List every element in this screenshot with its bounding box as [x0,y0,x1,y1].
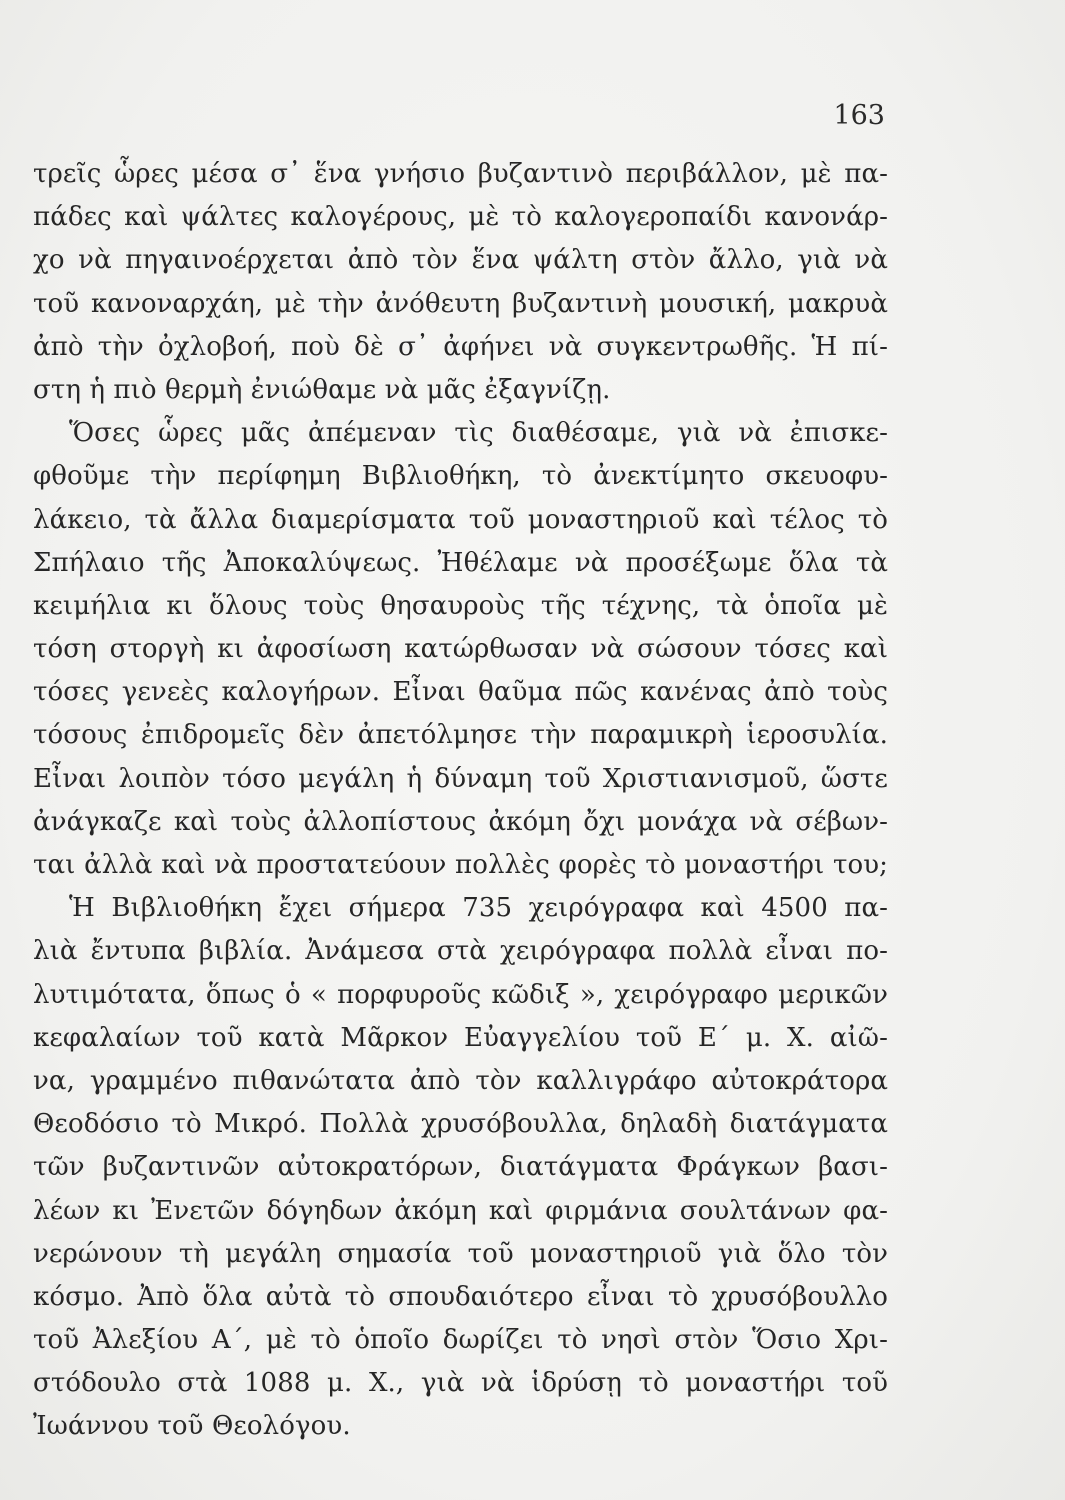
text-line: στη ἡ πιὸ θερμὴ ἐνιώθαμε νὰ μᾶς ἐξαγνίζῃ. [33,374,611,405]
text-line: Ἰωάννου τοῦ Θεολόγου. [33,1411,351,1442]
text-line: τόσες γενεὲς καλογήρων. Εἶναι θαῦμα πῶς κανένας ἀπὸ τοὺς [33,677,888,708]
text-line: φθοῦμε τὴν περίφημη Βιβλιοθήκη, τὸ ἀνεκτίμητο σκευοφυ- [33,461,888,492]
text-line: τοῦ Ἀλεξίου Α΄, μὲ τὸ ὁποῖο δωρίζει τὸ νησὶ στὸν Ὅσιο Χρι- [33,1325,888,1356]
text-line: τόσους ἐπιδρομεῖς δὲν ἀπετόλμησε τὴν παραμικρὴ ἱεροσυλία. [33,720,888,751]
text-line: λέων κι Ἐνετῶν δόγηδων ἀκόμη καὶ φιρμάνια σουλτάνων φα- [33,1195,888,1226]
text-line: στόδουλο στὰ 1088 μ. Χ., γιὰ νὰ ἱδρύσῃ τὸ μοναστήρι τοῦ [33,1368,888,1399]
text-line: Ἡ Βιβλιοθήκη ἔχει σήμερα 735 χειρόγραφα καὶ 4500 πα- [69,893,888,924]
body-text [33,153,888,1449]
text-line: κεφαλαίων τοῦ κατὰ Μᾶρκον Εὐαγγελίου τοῦ Ε΄ μ. Χ. αἰῶ- [33,1022,888,1053]
text-line: λάκειο, τὰ ἄλλα διαμερίσματα τοῦ μοναστηριοῦ καὶ τέλος τὸ [33,504,888,535]
text-line: ἀνάγκαζε καὶ τοὺς ἀλλοπίστους ἀκόμη ὄχι μονάχα νὰ σέβων- [33,806,888,837]
text-line: να, γραμμένο πιθανώτατα ἀπὸ τὸν καλλιγράφο αὐτοκράτορα [33,1065,888,1096]
text-line: πάδες καὶ ψάλτες καλογέρους, μὲ τὸ καλογεροπαίδι κανονάρ- [33,202,888,233]
text-line: τοῦ κανοναρχάη, μὲ τὴν ἀνόθευτη βυζαντινὴ μουσική, μακρυὰ [33,288,888,319]
text-line: κειμήλια κι ὅλους τοὺς θησαυροὺς τῆς τέχνης, τὰ ὁποῖα μὲ [33,590,888,621]
text-line: λυτιμότατα, ὅπως ὁ « πορφυροῦς κῶδιξ », χειρόγραφο μερικῶν [33,979,888,1010]
text-line: λιὰ ἔντυπα βιβλία. Ἀνάμεσα στὰ χειρόγραφα πολλὰ εἶναι πο- [33,936,888,967]
text-line: τρεῖς ὧρες μέσα σ᾿ ἕνα γνήσιο βυζαντινὸ περιβάλλον, μὲ πα- [33,159,888,189]
text-line: Σπήλαιο τῆς Ἀποκαλύψεως. Ἠθέλαμε νὰ προσέξωμε ὅλα τὰ [33,547,888,578]
text-line: Εἶναι λοιπὸν τόσο μεγάλη ἡ δύναμη τοῦ Χριστιανισμοῦ, ὥστε [33,763,888,794]
text-line: ἀπὸ τὴν ὀχλοβοή, ποὺ δὲ σ᾿ ἀφήνει νὰ συγκεντρωθῆς. Ἡ πί- [33,331,888,362]
page-number: 163 [833,100,885,131]
text-line: τόση στοργὴ κι ἀφοσίωση κατώρθωσαν νὰ σώσουν τόσες καὶ [33,634,888,665]
text-line: κόσμο. Ἀπὸ ὅλα αὐτὰ τὸ σπουδαιότερο εἶναι τὸ χρυσόβουλλο [33,1281,888,1312]
text-line: νερώνουν τὴ μεγάλη σημασία τοῦ μοναστηριοῦ γιὰ ὅλο τὸν [33,1238,888,1269]
text-line: τῶν βυζαντινῶν αὐτοκρατόρων, διατάγματα Φράγκων βασι- [33,1152,888,1183]
text-line: χο νὰ πηγαινοέρχεται ἀπὸ τὸν ἕνα ψάλτη στὸν ἄλλο, γιὰ νὰ [33,245,888,276]
text-line: Ὅσες ὧρες μᾶς ἀπέμεναν τὶς διαθέσαμε, γιὰ νὰ ἐπισκε- [69,418,888,449]
text-line: ται ἀλλὰ καὶ νὰ προστατεύουν πολλὲς φορὲς τὸ μοναστήρι του; [33,850,888,880]
text-line: Θεοδόσιο τὸ Μικρό. Πολλὰ χρυσόβουλλα, δηλαδὴ διατάγματα [33,1109,888,1140]
